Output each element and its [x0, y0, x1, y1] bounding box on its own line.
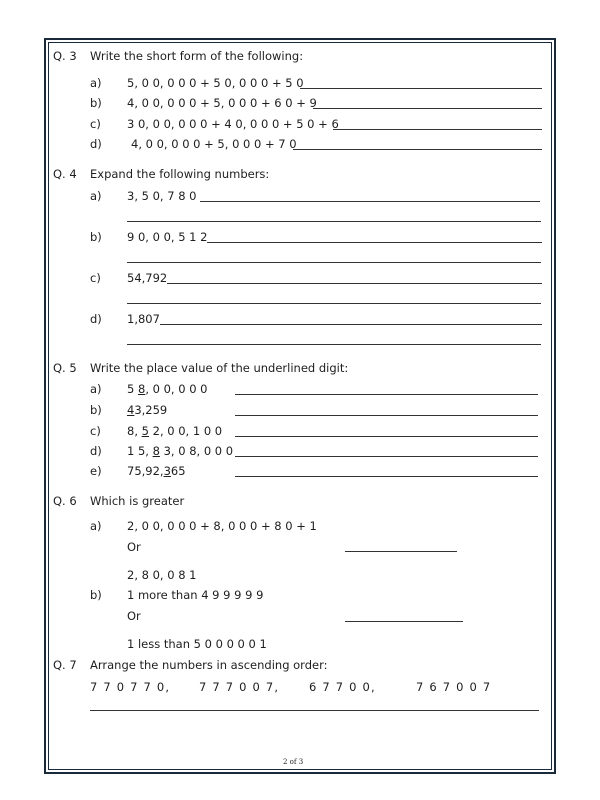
q3-item-c-label: c): [90, 117, 101, 131]
q6-item-a-label: a): [90, 519, 102, 533]
question-5-title: Write the place value of the underlined digit:: [90, 361, 349, 375]
q3-item-b-text: 4, 0 0, 0 0 0 + 5, 0 0 0 + 6 0 + 9: [127, 96, 317, 110]
question-7-title: Arrange the numbers in ascending order:: [90, 658, 328, 672]
q4-item-d-text: 1,807: [127, 312, 160, 326]
question-5-number: Q. 5: [53, 361, 77, 375]
q5-item-e-label: e): [90, 464, 102, 478]
q5-item-b-answer-line[interactable]: [235, 415, 538, 416]
q5-item-c-text: 8, 5 2, 0 0, 1 0 0: [127, 424, 223, 438]
q3-item-d-label: d): [90, 137, 102, 151]
q3-item-c-answer-line[interactable]: [333, 129, 542, 130]
q3-item-d-answer-line[interactable]: [293, 149, 542, 150]
q5-item-a-text: 5 8, 0 0, 0 0 0: [127, 382, 208, 396]
question-3-number: Q. 3: [53, 49, 77, 63]
q3-item-a-answer-line[interactable]: [300, 88, 542, 89]
q5-item-c-answer-line[interactable]: [235, 436, 538, 437]
q3-item-a-text: 5, 0 0, 0 0 0 + 5 0, 0 0 0 + 5 0: [127, 76, 304, 90]
q4-item-c-label: c): [90, 271, 101, 285]
q6-item-a-or: Or: [127, 540, 141, 554]
q4-item-d-label: d): [90, 312, 102, 326]
q3-item-a-label: a): [90, 76, 102, 90]
q4-item-a-text: 3, 5 0, 7 8 0: [127, 189, 197, 203]
q5-item-d-text: 1 5, 8 3, 0 8, 0 0 0: [127, 444, 234, 458]
q4-item-a-answer-line-2[interactable]: [127, 221, 541, 222]
q5-item-c-label: c): [90, 424, 101, 438]
question-6-number: Q. 6: [53, 494, 77, 508]
q5-item-a-label: a): [90, 382, 102, 396]
q7-answer-line[interactable]: [90, 710, 539, 711]
question-6-title: Which is greater: [90, 494, 185, 508]
q4-item-b-answer-line-1[interactable]: [207, 242, 542, 243]
question-4-title: Expand the following numbers:: [90, 167, 270, 181]
q6-item-a-answer-line[interactable]: [345, 551, 457, 552]
underlined-digit: 3: [163, 464, 171, 478]
question-3-title: Write the short form of the following:: [90, 49, 304, 63]
q6-item-a-second: 2, 8 0, 0 8 1: [127, 568, 197, 582]
q4-item-a-answer-line-1[interactable]: [200, 201, 540, 202]
q3-item-b-answer-line[interactable]: [313, 108, 542, 109]
q3-item-d-text: 4, 0 0, 0 0 0 + 5, 0 0 0 + 7 0: [131, 137, 297, 151]
q4-item-d-answer-line-1[interactable]: [160, 324, 542, 325]
q6-item-b-answer-line[interactable]: [345, 621, 463, 622]
q4-item-d-answer-line-2[interactable]: [127, 344, 541, 345]
q4-item-b-answer-line-2[interactable]: [127, 262, 541, 263]
q7-number-1: 7 7 0 7 7 0,: [90, 680, 171, 694]
q5-item-e-answer-line[interactable]: [235, 476, 538, 477]
q3-item-c-text: 3 0, 0 0, 0 0 0 + 4 0, 0 0 0 + 5 0 + 6: [127, 117, 339, 131]
q7-number-4: 7 6 7 0 0 7: [416, 680, 492, 694]
q4-item-a-label: a): [90, 189, 102, 203]
q4-item-c-text: 54,792: [127, 271, 168, 285]
q4-item-b-label: b): [90, 230, 102, 244]
q4-item-c-answer-line-1[interactable]: [167, 283, 542, 284]
q7-number-2: 7 7 7 0 0 7,: [199, 680, 280, 694]
underlined-digit: 4: [127, 403, 135, 417]
question-7-number: Q. 7: [53, 658, 77, 672]
page-number: 2 of 3: [283, 758, 304, 766]
underlined-digit: 5: [141, 424, 149, 438]
q6-item-b-label: b): [90, 588, 102, 602]
q6-item-a-first: 2, 0 0, 0 0 0 + 8, 0 0 0 + 8 0 + 1: [127, 519, 317, 533]
q5-item-d-answer-line[interactable]: [235, 456, 538, 457]
underlined-digit: 8: [152, 444, 160, 458]
q5-item-e-text: 75,92,365: [127, 464, 186, 478]
q6-item-b-first: 1 more than 4 9 9 9 9 9: [127, 588, 264, 602]
q4-item-c-answer-line-2[interactable]: [127, 303, 541, 304]
q5-item-d-label: d): [90, 444, 102, 458]
q4-item-b-text: 9 0, 0 0, 5 1 2: [127, 230, 208, 244]
underlined-digit: 8: [137, 382, 146, 396]
q5-item-a-answer-line[interactable]: [235, 394, 538, 395]
q6-item-b-second: 1 less than 5 0 0 0 0 0 1: [127, 637, 267, 651]
q5-item-b-text: 43,259: [127, 403, 168, 417]
q6-item-b-or: Or: [127, 609, 141, 623]
q7-number-3: 6 7 7 0 0,: [309, 680, 376, 694]
question-4-number: Q. 4: [53, 167, 77, 181]
q5-item-b-label: b): [90, 403, 102, 417]
q3-item-b-label: b): [90, 96, 102, 110]
